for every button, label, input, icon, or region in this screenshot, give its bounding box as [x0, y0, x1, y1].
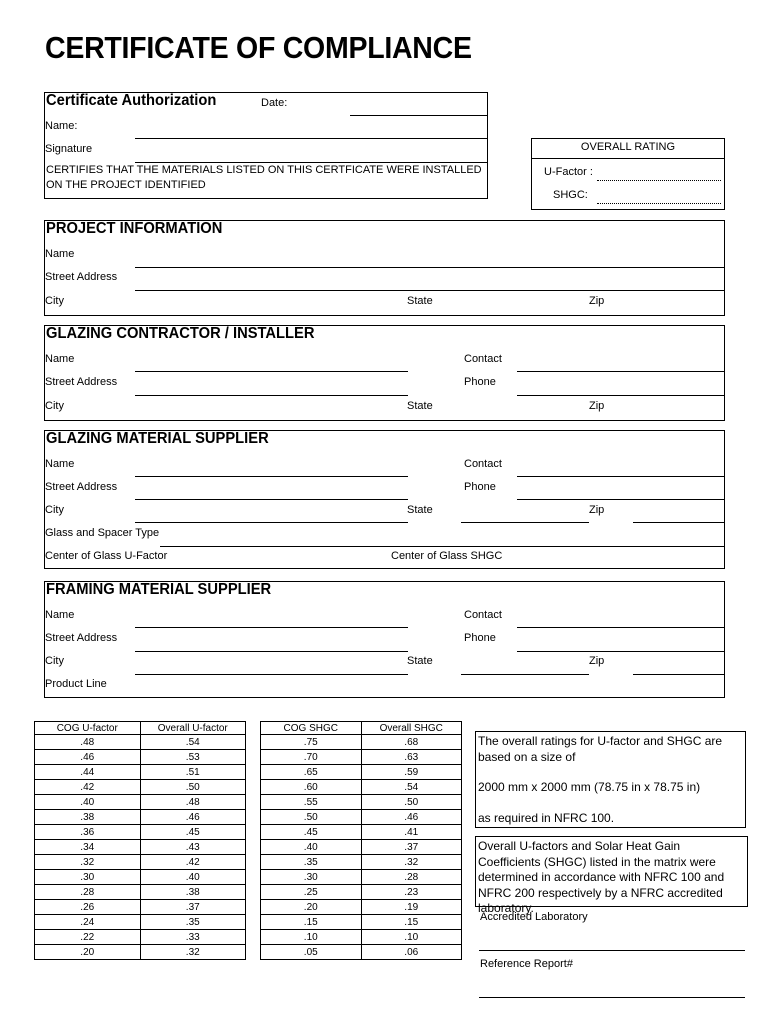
- glazing-supplier-heading: GLAZING MATERIAL SUPPLIER: [46, 430, 269, 447]
- table-row: [35, 885, 246, 900]
- contractor-name-field[interactable]: [135, 371, 408, 372]
- name-label: Name:: [45, 120, 78, 132]
- framing-contact-label: Contact: [464, 609, 502, 621]
- project-city-label: City: [45, 295, 64, 307]
- date-field[interactable]: [350, 115, 488, 116]
- glass-spacer-field[interactable]: [160, 546, 725, 547]
- table-header: Overall SHGC: [361, 722, 462, 735]
- table-row: [35, 825, 246, 840]
- glazing-phone-field[interactable]: [517, 499, 725, 500]
- framing-phone-label: Phone: [464, 632, 496, 644]
- table-cell: .34: [35, 840, 141, 855]
- framing-contact-field[interactable]: [517, 627, 725, 628]
- contractor-zip-label: Zip: [589, 400, 605, 412]
- table-row: [261, 735, 462, 750]
- table-row: [261, 810, 462, 825]
- table-cell: .26: [35, 900, 141, 915]
- table-cell: .50: [140, 780, 246, 795]
- table-row: [35, 870, 246, 885]
- table-cell: .46: [140, 810, 246, 825]
- u-factor-table: [34, 721, 246, 960]
- glass-spacer-label: Glass and Spacer Type: [45, 527, 160, 539]
- table-cell: .20: [261, 900, 362, 915]
- table-cell: .15: [361, 915, 462, 930]
- framing-street-field[interactable]: [135, 651, 408, 652]
- framing-state-field[interactable]: [461, 674, 589, 675]
- glazing-street-label: Street Address: [45, 481, 118, 493]
- table-header: COG SHGC: [261, 722, 362, 735]
- page-title: CERTIFICATE OF COMPLIANCE: [45, 30, 472, 65]
- certification-statement: CERTIFIES THAT THE MATERIALS LISTED ON THIS CERTFICATE WERE INSTALLED ON THE PROJECT IDENTIFIED: [46, 164, 482, 191]
- contractor-street-label: Street Address: [45, 376, 118, 388]
- table-row: [35, 735, 246, 750]
- contractor-city-label: City: [45, 400, 64, 412]
- project-name-label: Name: [45, 248, 75, 260]
- glazing-street-field[interactable]: [135, 499, 408, 500]
- ufactor-label: U-Factor :: [544, 166, 593, 178]
- table-cell: .44: [35, 765, 141, 780]
- table-row: [35, 810, 246, 825]
- table-cell: .40: [140, 870, 246, 885]
- table-cell: .35: [261, 855, 362, 870]
- table-cell: .38: [140, 885, 246, 900]
- contractor-name-label: Name: [45, 353, 75, 365]
- table-cell: .24: [35, 915, 141, 930]
- table-row: [261, 945, 462, 960]
- table-row: [261, 870, 462, 885]
- table-row: [35, 750, 246, 765]
- overall-rating-heading: OVERALL RATING: [580, 141, 676, 153]
- glazing-city-label: City: [45, 504, 64, 516]
- table-cell: .10: [361, 930, 462, 945]
- table-cell: .46: [361, 810, 462, 825]
- contractor-contact-label: Contact: [464, 353, 502, 365]
- table-row: [261, 915, 462, 930]
- contractor-phone-field[interactable]: [517, 395, 725, 396]
- table-row: [261, 780, 462, 795]
- project-zip-label: Zip: [589, 295, 605, 307]
- table-cell: .38: [35, 810, 141, 825]
- table-header-row: [261, 722, 462, 735]
- reference-report-field[interactable]: [479, 997, 745, 998]
- contractor-heading: GLAZING CONTRACTOR / INSTALLER: [46, 325, 315, 342]
- name-field[interactable]: [135, 138, 488, 139]
- table-cell: .59: [361, 765, 462, 780]
- shgc-field[interactable]: [597, 203, 721, 204]
- table-cell: .65: [261, 765, 362, 780]
- table-row: [261, 825, 462, 840]
- framing-zip-field[interactable]: [633, 674, 725, 675]
- table-row: [261, 855, 462, 870]
- table-row: [261, 900, 462, 915]
- table-row: [35, 765, 246, 780]
- table-cell: .25: [261, 885, 362, 900]
- table-cell: .48: [35, 735, 141, 750]
- table-row: [35, 795, 246, 810]
- table-cell: .42: [35, 780, 141, 795]
- table-cell: .32: [35, 855, 141, 870]
- glazing-name-field[interactable]: [135, 476, 408, 477]
- table-cell: .30: [35, 870, 141, 885]
- table-cell: .46: [35, 750, 141, 765]
- contractor-contact-field[interactable]: [517, 371, 725, 372]
- table-row: [35, 915, 246, 930]
- table-row: [261, 840, 462, 855]
- glazing-contact-label: Contact: [464, 458, 502, 470]
- framing-phone-field[interactable]: [517, 651, 725, 652]
- glazing-zip-label: Zip: [589, 504, 605, 516]
- rating-divider: [531, 158, 725, 159]
- table-cell: .32: [361, 855, 462, 870]
- table-cell: .54: [140, 735, 246, 750]
- contractor-street-field[interactable]: [135, 395, 408, 396]
- glazing-name-label: Name: [45, 458, 75, 470]
- table-cell: .63: [361, 750, 462, 765]
- table-cell: .35: [140, 915, 246, 930]
- framing-supplier-heading: FRAMING MATERIAL SUPPLIER: [46, 581, 272, 598]
- glazing-phone-label: Phone: [464, 481, 496, 493]
- accredited-lab-field[interactable]: [479, 950, 745, 951]
- table-cell: .36: [35, 825, 141, 840]
- matrix-note-text: Overall U-factors and Solar Heat Gain Coefficients (SHGC) listed in the matrix were determined in accordance with NFRC 100 and NFRC 200 respectively by a NFRC accredited laboratory.: [478, 839, 725, 915]
- authorization-heading: Certificate Authorization: [46, 92, 217, 109]
- framing-zip-label: Zip: [589, 655, 605, 667]
- glazing-state-label: State: [407, 504, 433, 516]
- table-cell: .48: [140, 795, 246, 810]
- table-cell: .50: [261, 810, 362, 825]
- size-note-line3: as required in NFRC 100.: [478, 810, 615, 825]
- glazing-zip-field[interactable]: [633, 522, 725, 523]
- table-row: [35, 945, 246, 960]
- table-cell: .22: [35, 930, 141, 945]
- table-cell: .30: [261, 870, 362, 885]
- project-street-label: Street Address: [45, 271, 118, 283]
- table-cell: .45: [140, 825, 246, 840]
- table-row: [35, 930, 246, 945]
- accredited-lab-label: Accredited Laboratory: [480, 911, 588, 923]
- cog-shgc-label: Center of Glass SHGC: [391, 550, 503, 562]
- table-row: [35, 780, 246, 795]
- table-cell: .20: [35, 945, 141, 960]
- table-cell: .06: [361, 945, 462, 960]
- shgc-label: SHGC:: [553, 189, 588, 201]
- table-cell: .53: [140, 750, 246, 765]
- glazing-contact-field[interactable]: [517, 476, 725, 477]
- table-cell: .28: [361, 870, 462, 885]
- project-name-field[interactable]: [135, 267, 725, 268]
- table-row: [35, 840, 246, 855]
- table-cell: .10: [261, 930, 362, 945]
- table-header: Overall U-factor: [140, 722, 246, 735]
- size-note-box: [475, 731, 746, 828]
- table-cell: .37: [140, 900, 246, 915]
- table-cell: .60: [261, 780, 362, 795]
- table-header: COG U-factor: [35, 722, 141, 735]
- table-cell: .32: [140, 945, 246, 960]
- table-cell: .51: [140, 765, 246, 780]
- table-cell: .33: [140, 930, 246, 945]
- table-cell: .19: [361, 900, 462, 915]
- framing-name-field[interactable]: [135, 627, 408, 628]
- table-row: [35, 900, 246, 915]
- table-cell: .43: [140, 840, 246, 855]
- size-note-line2: 2000 mm x 2000 mm (78.75 in x 78.75 in): [478, 780, 701, 794]
- table-cell: .45: [261, 825, 362, 840]
- glazing-city-field[interactable]: [135, 522, 408, 523]
- framing-name-label: Name: [45, 609, 75, 621]
- table-cell: .42: [140, 855, 246, 870]
- table-row: [261, 750, 462, 765]
- table-row: [261, 795, 462, 810]
- ufactor-field[interactable]: [597, 180, 721, 181]
- date-label: Date:: [261, 97, 288, 109]
- signature-label: Signature: [45, 143, 93, 155]
- contractor-state-label: State: [407, 400, 433, 412]
- matrix-note-box: [475, 836, 748, 915]
- glazing-state-field[interactable]: [461, 522, 589, 523]
- project-street-field[interactable]: [135, 290, 725, 291]
- table-cell: .41: [361, 825, 462, 840]
- project-heading: PROJECT INFORMATION: [46, 220, 223, 237]
- table-row: [261, 765, 462, 780]
- table-cell: .54: [361, 780, 462, 795]
- framing-street-label: Street Address: [45, 632, 118, 644]
- table-cell: .75: [261, 735, 362, 750]
- shgc-table: [260, 721, 462, 960]
- table-cell: .40: [35, 795, 141, 810]
- table-header-row: [35, 722, 246, 735]
- table-row: [261, 885, 462, 900]
- cog-ufactor-label: Center of Glass U-Factor: [45, 550, 168, 562]
- product-line-label: Product Line: [45, 678, 107, 690]
- table-cell: .50: [361, 795, 462, 810]
- table-cell: .37: [361, 840, 462, 855]
- table-cell: .15: [261, 915, 362, 930]
- table-cell: .68: [361, 735, 462, 750]
- table-cell: .05: [261, 945, 362, 960]
- size-note-line1: The overall ratings for U-factor and SHGC are based on a size of: [478, 734, 723, 764]
- table-cell: .40: [261, 840, 362, 855]
- project-state-label: State: [407, 295, 433, 307]
- framing-state-label: State: [407, 655, 433, 667]
- table-row: [35, 855, 246, 870]
- reference-report-label: Reference Report#: [480, 958, 573, 970]
- table-cell: .28: [35, 885, 141, 900]
- framing-city-label: City: [45, 655, 64, 667]
- table-cell: .70: [261, 750, 362, 765]
- table-cell: .23: [361, 885, 462, 900]
- contractor-phone-label: Phone: [464, 376, 496, 388]
- table-row: [261, 930, 462, 945]
- table-cell: .55: [261, 795, 362, 810]
- framing-city-field[interactable]: [135, 674, 408, 675]
